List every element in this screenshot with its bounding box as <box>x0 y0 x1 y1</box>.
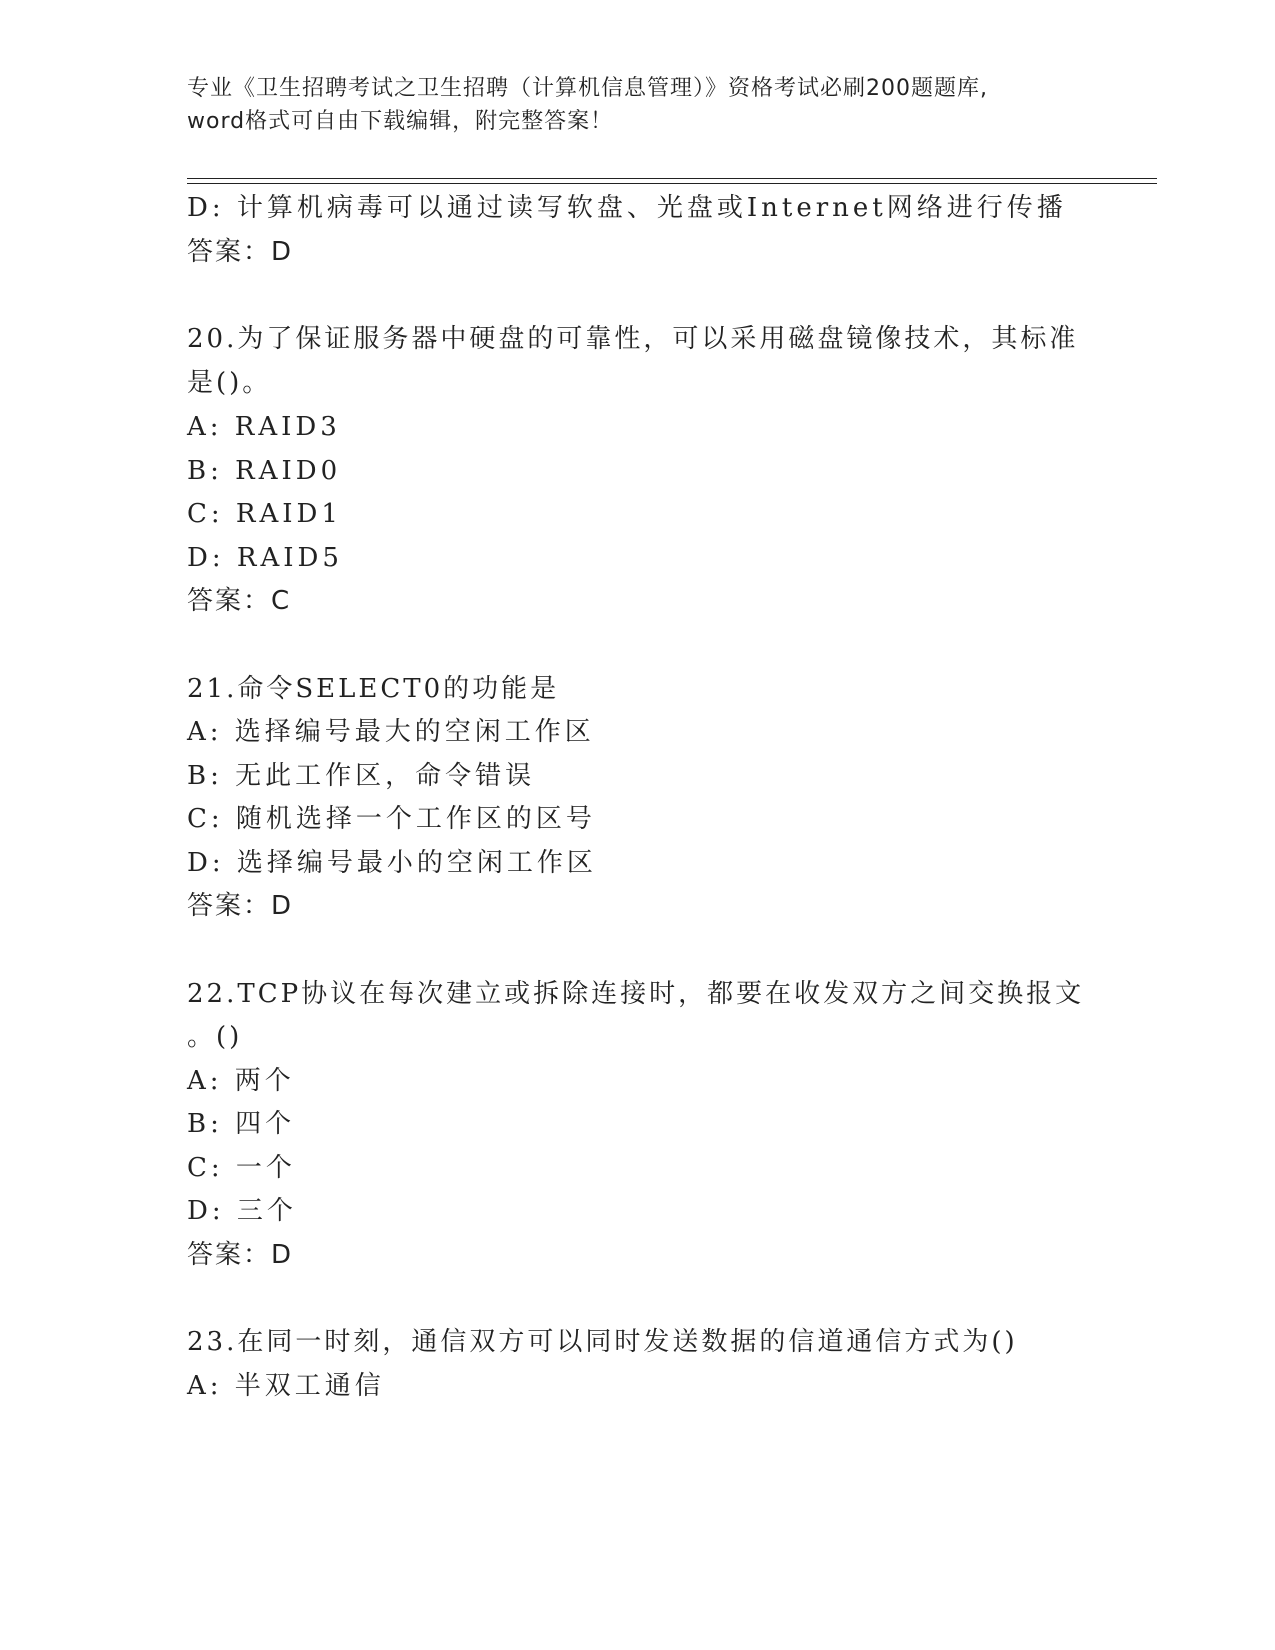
q22-option-a: A: 两个 <box>187 1066 295 1096</box>
q21-answer: 答案：D <box>187 891 294 921</box>
header-divider-bottom <box>187 183 1157 184</box>
header-title-line-1: 专业《卫生招聘考试之卫生招聘（计算机信息管理）》资格考试必刷200题题库, <box>187 76 988 101</box>
q22-option-d: D: 三个 <box>187 1196 297 1226</box>
q21-stem-line-1: 21.命令SELECT0的功能是 <box>187 674 560 704</box>
q20-option-a: A: RAID3 <box>187 412 341 442</box>
header-divider-top <box>187 178 1157 179</box>
q22-answer: 答案：D <box>187 1240 294 1270</box>
q22-stem-line-2: 。() <box>187 1022 243 1052</box>
q21-option-b: B: 无此工作区，命令错误 <box>187 761 536 791</box>
q22-stem-line-1: 22.TCP协议在每次建立或拆除连接时，都要在收发双方之间交换报文 <box>187 979 1085 1009</box>
q21-option-d: D: 选择编号最小的空闲工作区 <box>187 848 597 878</box>
q20-option-d: D: RAID5 <box>187 543 343 573</box>
q21-option-c: C: 随机选择一个工作区的区号 <box>187 804 596 834</box>
q20-stem-line-1: 20.为了保证服务器中硬盘的可靠性，可以采用磁盘镜像技术，其标准 <box>187 324 1079 354</box>
prev-answer: 答案：D <box>187 237 294 267</box>
q23-stem-line-1: 23.在同一时刻，通信双方可以同时发送数据的信道通信方式为() <box>187 1327 1018 1357</box>
q20-answer: 答案：C <box>187 586 292 616</box>
q21-option-a: A: 选择编号最大的空闲工作区 <box>187 717 595 747</box>
prev-option-d: D: 计算机病毒可以通过读写软盘、光盘或Internet网络进行传播 <box>187 193 1067 223</box>
q23-option-a: A: 半双工通信 <box>187 1371 385 1401</box>
q20-option-b: B: RAID0 <box>187 456 342 486</box>
document-header <box>187 72 1087 138</box>
q22-option-c: C: 一个 <box>187 1153 296 1183</box>
header-title-line-2: word格式可自由下载编辑，附完整答案！ <box>187 109 614 134</box>
q22-option-b: B: 四个 <box>187 1109 296 1139</box>
q20-stem-line-2: 是()。 <box>187 368 272 398</box>
q20-option-c: C: RAID1 <box>187 499 342 529</box>
